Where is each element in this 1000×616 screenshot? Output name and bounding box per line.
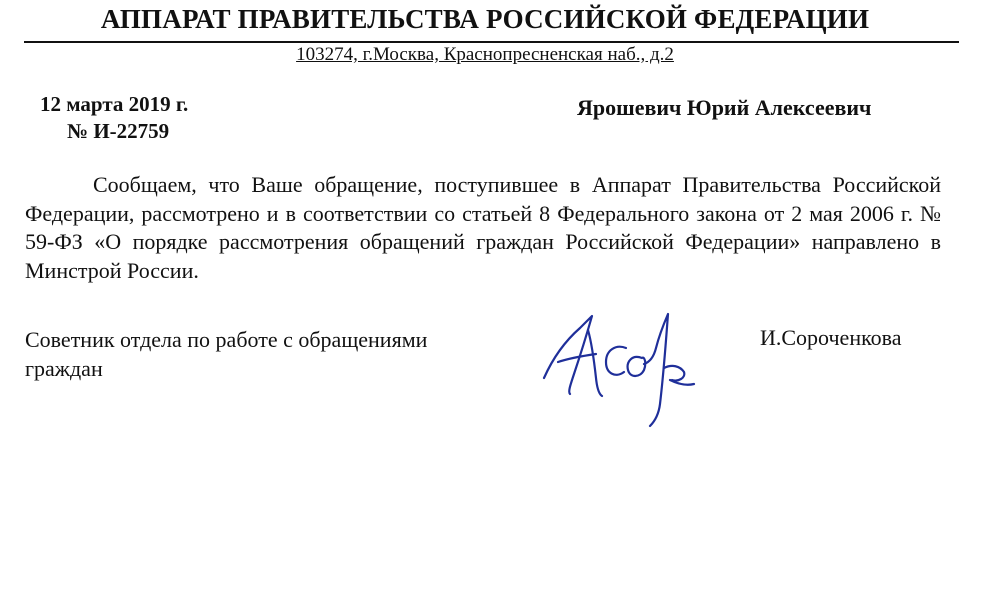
organization-address: [0, 44, 970, 66]
signer-position: Советник отдела по работе с обращениями граждан: [25, 327, 428, 381]
addressee-name: Ярошевич Юрий Алексеевич: [577, 95, 872, 120]
handwritten-signature: [530, 300, 700, 430]
organization-title: АППАРАТ ПРАВИТЕЛЬСТВА РОССИЙСКОЙ ФЕДЕРАЦИИ: [100, 4, 870, 34]
document-date: 12 марта 2019 г.: [40, 92, 189, 116]
organization-address-text: 103274, г.Москва, Краснопресненская наб., д.2: [296, 44, 674, 65]
letter-body: Сообщаем, что Ваше обращение, поступившее в Аппарат Правительства Российской Федерации, рассмотрено и в соответствии со статьей 8 Федерального закона от 2 мая 2006 г. № 59-ФЗ «О порядке рассмотрения обращений граждан Российской Федерации» направлено в Минстрой России.: [25, 172, 941, 283]
document-number: № И-22759: [67, 119, 170, 143]
signer-name: И.Сороченкова: [760, 325, 902, 350]
header-divider: [24, 41, 959, 43]
signature-strokes: [544, 314, 694, 426]
